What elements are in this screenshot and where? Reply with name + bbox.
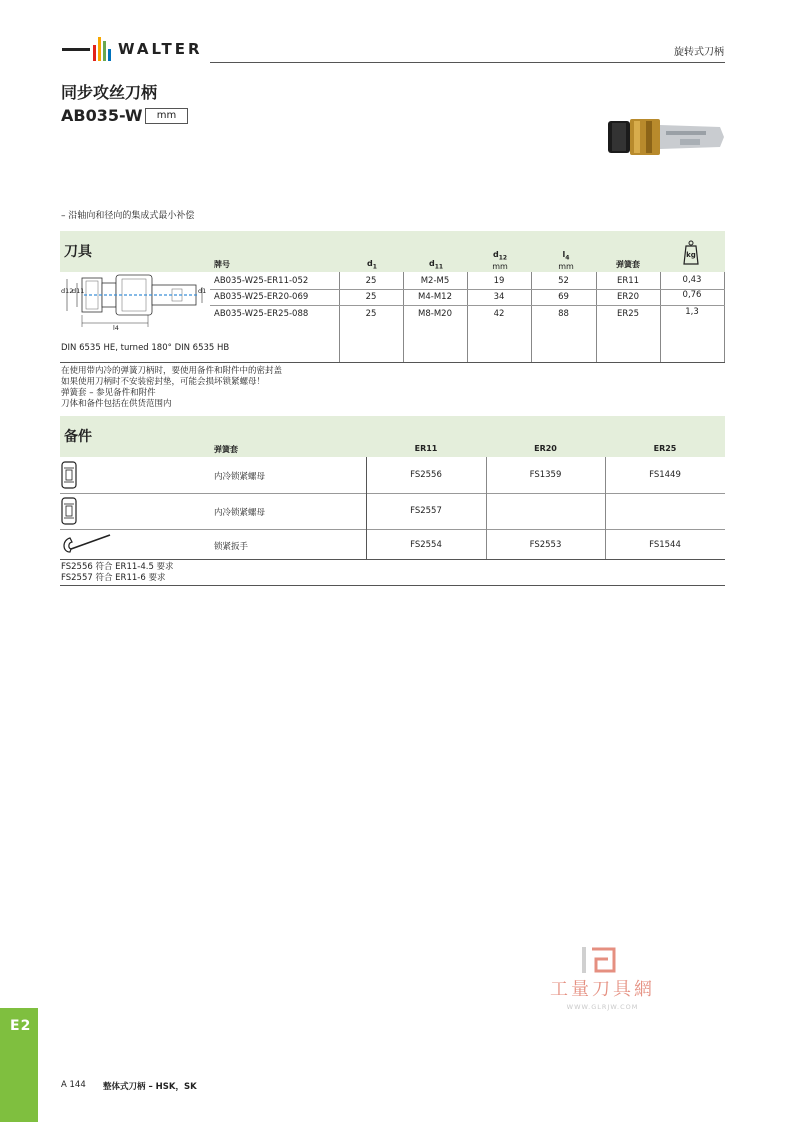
accessory-notes: [61, 562, 174, 584]
wrench-icon: [60, 532, 112, 556]
acc-er25: FS1544: [649, 540, 681, 550]
cell-designation: AB035-W25-ER25-088: [214, 309, 309, 319]
cell-weight: 0,76: [682, 290, 702, 300]
grid-line: [724, 272, 725, 362]
acc-er11: FS2554: [410, 540, 442, 550]
dim-label-l4: l4: [113, 324, 119, 332]
logo-line: [62, 48, 90, 51]
cell-collet: ER20: [616, 292, 640, 302]
acc-col-collet: 弹簧套: [214, 445, 238, 454]
cell-designation: AB035-W25-ER11-052: [214, 276, 309, 286]
info-line: 在使用带内冷的弹簧刀柄时，要使用备件和附件中的密封盖: [61, 366, 283, 376]
brand-name: WALTER: [118, 40, 203, 58]
tool-holder-photo: [608, 117, 724, 157]
chapter-tab: [0, 1008, 38, 1122]
product-code: AB035-W: [61, 106, 143, 125]
cell-designation: AB035-W25-ER20-069: [214, 292, 309, 302]
header-rule: [210, 62, 725, 63]
accessories-section-title: 备件: [64, 429, 92, 445]
cell-d1: 25: [365, 292, 377, 302]
acc-er25: FS1449: [649, 470, 681, 480]
dim-label-d12: d12: [61, 287, 74, 295]
watermark: [535, 945, 670, 1011]
col-designation: 牌号: [214, 260, 230, 269]
info-line: 如果使用刀柄时不安装密封垫，可能会损坏锁紧螺母！: [61, 377, 266, 387]
cell-l4: 52: [558, 276, 569, 286]
cell-collet: ER11: [616, 276, 640, 286]
watermark-url: WWW.GLRJW.COM: [566, 1003, 639, 1011]
row-divider: [210, 305, 725, 306]
cell-d11: M4-M12: [418, 292, 452, 302]
coolant-lock-nut-icon: [60, 460, 78, 490]
cell-collet: ER25: [616, 309, 640, 319]
col-l4: $l_4$ mm: [558, 250, 574, 271]
watermark-text: 工量刀具網: [550, 979, 655, 1000]
col-collet: 弹簧套: [616, 260, 640, 269]
acc-col-er20: ER20: [534, 444, 557, 453]
cell-l4: 69: [558, 292, 569, 302]
walter-logo: [62, 36, 203, 62]
section-divider: [60, 585, 725, 586]
cell-d11: M8-M20: [418, 309, 452, 319]
tool-section-title: 刀具: [64, 244, 92, 260]
col-d12: $d_{12}$ mm: [492, 250, 508, 271]
cell-weight: 0,43: [682, 275, 702, 285]
dim-label-d11: d11: [72, 287, 85, 295]
row-divider: [60, 493, 725, 494]
grid-line: [660, 272, 661, 362]
page-title: 同步攻丝刀柄: [61, 83, 158, 102]
accessory-note: FS2557 符合 ER11-6 要求: [61, 573, 166, 583]
info-line: 刀体和备件包括在供货范围内: [61, 399, 172, 409]
cell-weight: 1,3: [685, 307, 699, 317]
col-weight: kg: [686, 251, 696, 259]
info-line: 弹簧套 – 参见备件和附件: [61, 388, 156, 398]
dim-label-d1: d1: [198, 287, 207, 295]
cell-d1: 25: [365, 276, 377, 286]
acc-er20: FS1359: [529, 470, 562, 480]
row-divider: [60, 529, 725, 530]
unit-badge: mm: [145, 108, 188, 124]
feature-note: – 沿轴向和径向的集成式最小补偿: [61, 211, 195, 221]
section-label: 旋转式刀柄: [674, 47, 724, 58]
section-divider: [60, 362, 725, 363]
acc-col-er11: ER11: [414, 444, 438, 453]
acc-er11: FS2556: [410, 470, 442, 480]
cell-d12: 19: [493, 276, 505, 286]
footer-title: 整体式刀柄 – HSK，SK: [103, 1082, 197, 1092]
acc-label: 内冷锁紧螺母: [214, 508, 266, 518]
cell-d11: M2-M5: [420, 276, 450, 286]
cell-l4: 88: [558, 309, 569, 319]
acc-label: 锁紧扳手: [214, 542, 249, 552]
logo-bars: [93, 37, 113, 61]
acc-col-er25: ER25: [653, 444, 677, 453]
acc-label: 内冷锁紧螺母: [214, 472, 266, 482]
acc-er20: FS2553: [529, 540, 562, 550]
acc-er11: FS2557: [410, 506, 442, 516]
cell-d12: 42: [493, 309, 505, 319]
col-d1: $d_1$: [367, 259, 377, 271]
chapter-tab-label: E2: [10, 1018, 32, 1034]
standard-note: DIN 6535 HE, turned 180° DIN 6535 HB: [61, 343, 230, 353]
watermark-logo-icon: [580, 945, 620, 975]
col-d11: $d_{11}$: [428, 259, 444, 271]
tool-holder-drawing: [60, 271, 210, 333]
info-notes: [61, 366, 282, 410]
coolant-lock-nut-icon: [60, 496, 78, 526]
accessory-note: FS2556 符合 ER11-4.5 要求: [61, 562, 174, 572]
cell-d1: 25: [365, 309, 377, 319]
cell-d12: 34: [493, 292, 505, 302]
row-divider: [210, 289, 725, 290]
row-divider: [60, 559, 725, 560]
page-number: A 144: [61, 1080, 86, 1090]
